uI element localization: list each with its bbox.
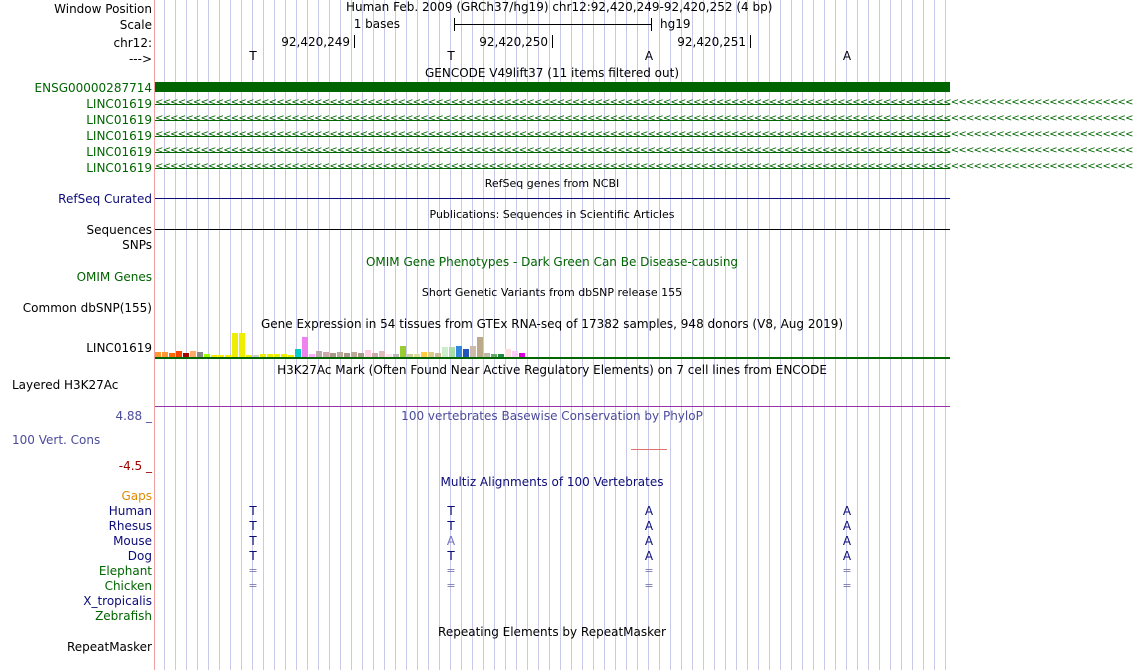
publications-line: [155, 229, 950, 230]
gtex-baseline: [155, 357, 950, 359]
window-position-value: Human Feb. 2009 (GRCh37/hg19) chr12:92,420,249-92,420,252 (4 bp): [346, 0, 773, 14]
dbsnp-track-title: Short Genetic Variants from dbSNP release 155: [421, 286, 683, 299]
gencode-transcript-label[interactable]: LINC01619: [86, 161, 152, 175]
gtex-tissue-bar[interactable]: [449, 347, 455, 357]
gencode-gene-label[interactable]: ENSG00000287714: [34, 81, 152, 95]
refseq-track-title: RefSeq genes from NCBI: [484, 177, 620, 190]
gtex-tissue-bar[interactable]: [295, 349, 301, 357]
alignment-base: =: [644, 579, 654, 592]
conservation-signal: [631, 449, 667, 450]
ruler-tick: [750, 35, 751, 48]
gtex-tissue-bar[interactable]: [456, 346, 462, 357]
species-label-zebrafish[interactable]: Zebrafish: [95, 609, 152, 623]
alignment-base: =: [842, 564, 852, 577]
track-labels-column: [0, 0, 154, 670]
species-label-elephant[interactable]: Elephant: [98, 564, 152, 578]
gtex-tissue-bar[interactable]: [302, 337, 308, 357]
species-label-chicken[interactable]: Chicken: [104, 579, 152, 593]
omim-genes-label[interactable]: OMIM Genes: [76, 270, 152, 284]
gencode-transcript-row[interactable]: [155, 113, 1133, 127]
gencode-transcript-row[interactable]: [155, 161, 1133, 175]
alignment-base: =: [248, 564, 258, 577]
ruler-tick: [552, 35, 553, 48]
alignment-base: =: [644, 564, 654, 577]
ruler-position-label: 92,420,250: [479, 35, 548, 49]
refseq-curated-label[interactable]: RefSeq Curated: [58, 192, 152, 206]
species-label-dog[interactable]: Dog: [127, 549, 152, 563]
snps-label[interactable]: SNPs: [122, 238, 152, 252]
strand-arrows: <<<<<<<<<<<<<<<<<<<<<<<<<<<<<<<<<<<<<<<<<<<<<<<<<<<<<<<<<<<<<<<<<<<<<<<<<<<<<<<<<<<<<<<<<<<<<<<<<<<<<<<<<<<<<<<<<<<<<<<<<<<<<<<<<: [155, 113, 1133, 124]
chrom-label: chr12:: [113, 36, 152, 50]
conservation-max-label: 4.88 _: [115, 409, 152, 423]
strand-label: --->: [128, 52, 152, 66]
repeatmasker-label[interactable]: RepeatMasker: [66, 640, 152, 654]
refseq-line: [155, 198, 950, 199]
alignment-base: T: [447, 504, 455, 518]
alignment-base: A: [644, 549, 654, 563]
strand-arrows: <<<<<<<<<<<<<<<<<<<<<<<<<<<<<<<<<<<<<<<<<<<<<<<<<<<<<<<<<<<<<<<<<<<<<<<<<<<<<<<<<<<<<<<<<<<<<<<<<<<<<<<<<<<<<<<<<<<<<<<<<<<<<<<<<: [155, 97, 1133, 108]
reference-base: A: [842, 49, 852, 63]
alignment-base: A: [644, 519, 654, 533]
strand-arrows: <<<<<<<<<<<<<<<<<<<<<<<<<<<<<<<<<<<<<<<<<<<<<<<<<<<<<<<<<<<<<<<<<<<<<<<<<<<<<<<<<<<<<<<<<<<<<<<<<<<<<<<<<<<<<<<<<<<<<<<<<<<<<<<<<: [155, 129, 1133, 140]
alignment-base: T: [249, 519, 257, 533]
alignment-base: A: [842, 549, 852, 563]
scale-label: Scale: [119, 18, 152, 32]
gtex-tissue-bar[interactable]: [365, 350, 371, 357]
gencode-transcript-row[interactable]: [155, 97, 1133, 111]
gtex-tissue-bar[interactable]: [400, 346, 406, 357]
gtex-tissue-bar[interactable]: [463, 349, 469, 357]
repeatmasker-track-title: Repeating Elements by RepeatMasker: [438, 625, 666, 639]
h3k27ac-track-title: H3K27Ac Mark (Often Found Near Active Regulatory Elements) on 7 cell lines from ENCODE: [277, 363, 827, 377]
gtex-tissue-bar[interactable]: [239, 333, 245, 357]
reference-base: T: [249, 49, 257, 63]
gencode-transcript-label[interactable]: LINC01619: [86, 97, 152, 111]
conservation-min-label: -4.5 _: [118, 459, 152, 473]
reference-base: T: [447, 49, 455, 63]
alignment-base: T: [249, 504, 257, 518]
gencode-track-title: GENCODE V49lift37 (11 items filtered out): [424, 66, 680, 80]
alignment-base: =: [248, 579, 258, 592]
gtex-tissue-bar[interactable]: [505, 349, 511, 357]
browser-track-area[interactable]: [155, 0, 1133, 670]
strand-arrows: <<<<<<<<<<<<<<<<<<<<<<<<<<<<<<<<<<<<<<<<<<<<<<<<<<<<<<<<<<<<<<<<<<<<<<<<<<<<<<<<<<<<<<<<<<<<<<<<<<<<<<<<<<<<<<<<<<<<<<<<<<<<<<<<<: [155, 145, 1133, 156]
gtex-tissue-bar[interactable]: [442, 347, 448, 357]
alignment-base: T: [249, 534, 257, 548]
multiz-track-title: Multiz Alignments of 100 Vertebrates: [440, 475, 664, 489]
species-label-rhesus[interactable]: Rhesus: [108, 519, 152, 533]
gtex-tissue-bar[interactable]: [477, 337, 483, 357]
conservation-track-title: 100 vertebrates Basewise Conservation by PhyloP: [401, 409, 703, 423]
gtex-tissue-bar[interactable]: [232, 333, 238, 357]
publications-track-title: Publications: Sequences in Scientific Articles: [429, 208, 675, 221]
species-label-human[interactable]: Human: [108, 504, 152, 518]
window-position-label: Window Position: [54, 2, 152, 16]
alignment-base: =: [842, 579, 852, 592]
ruler-position-label: 92,420,251: [677, 35, 746, 49]
alignment-base: =: [446, 564, 456, 577]
layered-h3k27ac-label[interactable]: Layered H3K27Ac: [12, 378, 119, 392]
alignment-base: T: [249, 549, 257, 563]
alignment-base: T: [447, 519, 455, 533]
conservation-track-label[interactable]: 100 Vert. Cons: [12, 433, 101, 447]
omim-track-title: OMIM Gene Phenotypes - Dark Green Can Be Disease-causing: [365, 255, 739, 269]
common-dbsnp-label[interactable]: Common dbSNP(155): [22, 301, 152, 315]
scale-assembly: hg19: [660, 17, 691, 31]
gtex-gene-label[interactable]: LINC01619: [86, 341, 152, 355]
gtex-expression-bars[interactable]: [155, 330, 555, 357]
gencode-gene-bar[interactable]: [155, 82, 950, 92]
alignment-base: A: [446, 534, 456, 548]
ruler-tick: [354, 35, 355, 48]
species-label-mouse[interactable]: Mouse: [113, 534, 152, 548]
alignment-base: A: [842, 504, 852, 518]
h3k27ac-line: [155, 406, 950, 407]
gtex-tissue-bar[interactable]: [470, 346, 476, 357]
gencode-transcript-row[interactable]: [155, 145, 1133, 159]
scale-value: 1 bases: [353, 17, 400, 31]
gtex-track-title: Gene Expression in 54 tissues from GTEx RNA-seq of 17382 samples, 948 donors (V8, Aug 2019): [260, 317, 844, 331]
alignment-base: A: [842, 534, 852, 548]
gencode-transcript-label[interactable]: LINC01619: [86, 145, 152, 159]
publications-sequences-label[interactable]: Sequences: [86, 223, 152, 237]
species-label-x-tropicalis[interactable]: X_tropicalis: [83, 594, 152, 608]
gencode-transcript-row[interactable]: [155, 129, 1133, 143]
alignment-base: A: [842, 519, 852, 533]
alignment-base: T: [447, 549, 455, 563]
gencode-transcript-label[interactable]: LINC01619: [86, 113, 152, 127]
alignment-base: A: [644, 504, 654, 518]
alignment-base: =: [446, 579, 456, 592]
reference-base: A: [644, 49, 654, 63]
alignment-base: A: [644, 534, 654, 548]
multiz-gaps-label[interactable]: Gaps: [121, 489, 152, 503]
strand-arrows: <<<<<<<<<<<<<<<<<<<<<<<<<<<<<<<<<<<<<<<<<<<<<<<<<<<<<<<<<<<<<<<<<<<<<<<<<<<<<<<<<<<<<<<<<<<<<<<<<<<<<<<<<<<<<<<<<<<<<<<<<<<<<<<<<: [155, 161, 1133, 172]
ruler-position-label: 92,420,249: [281, 35, 350, 49]
gencode-transcript-label[interactable]: LINC01619: [86, 129, 152, 143]
